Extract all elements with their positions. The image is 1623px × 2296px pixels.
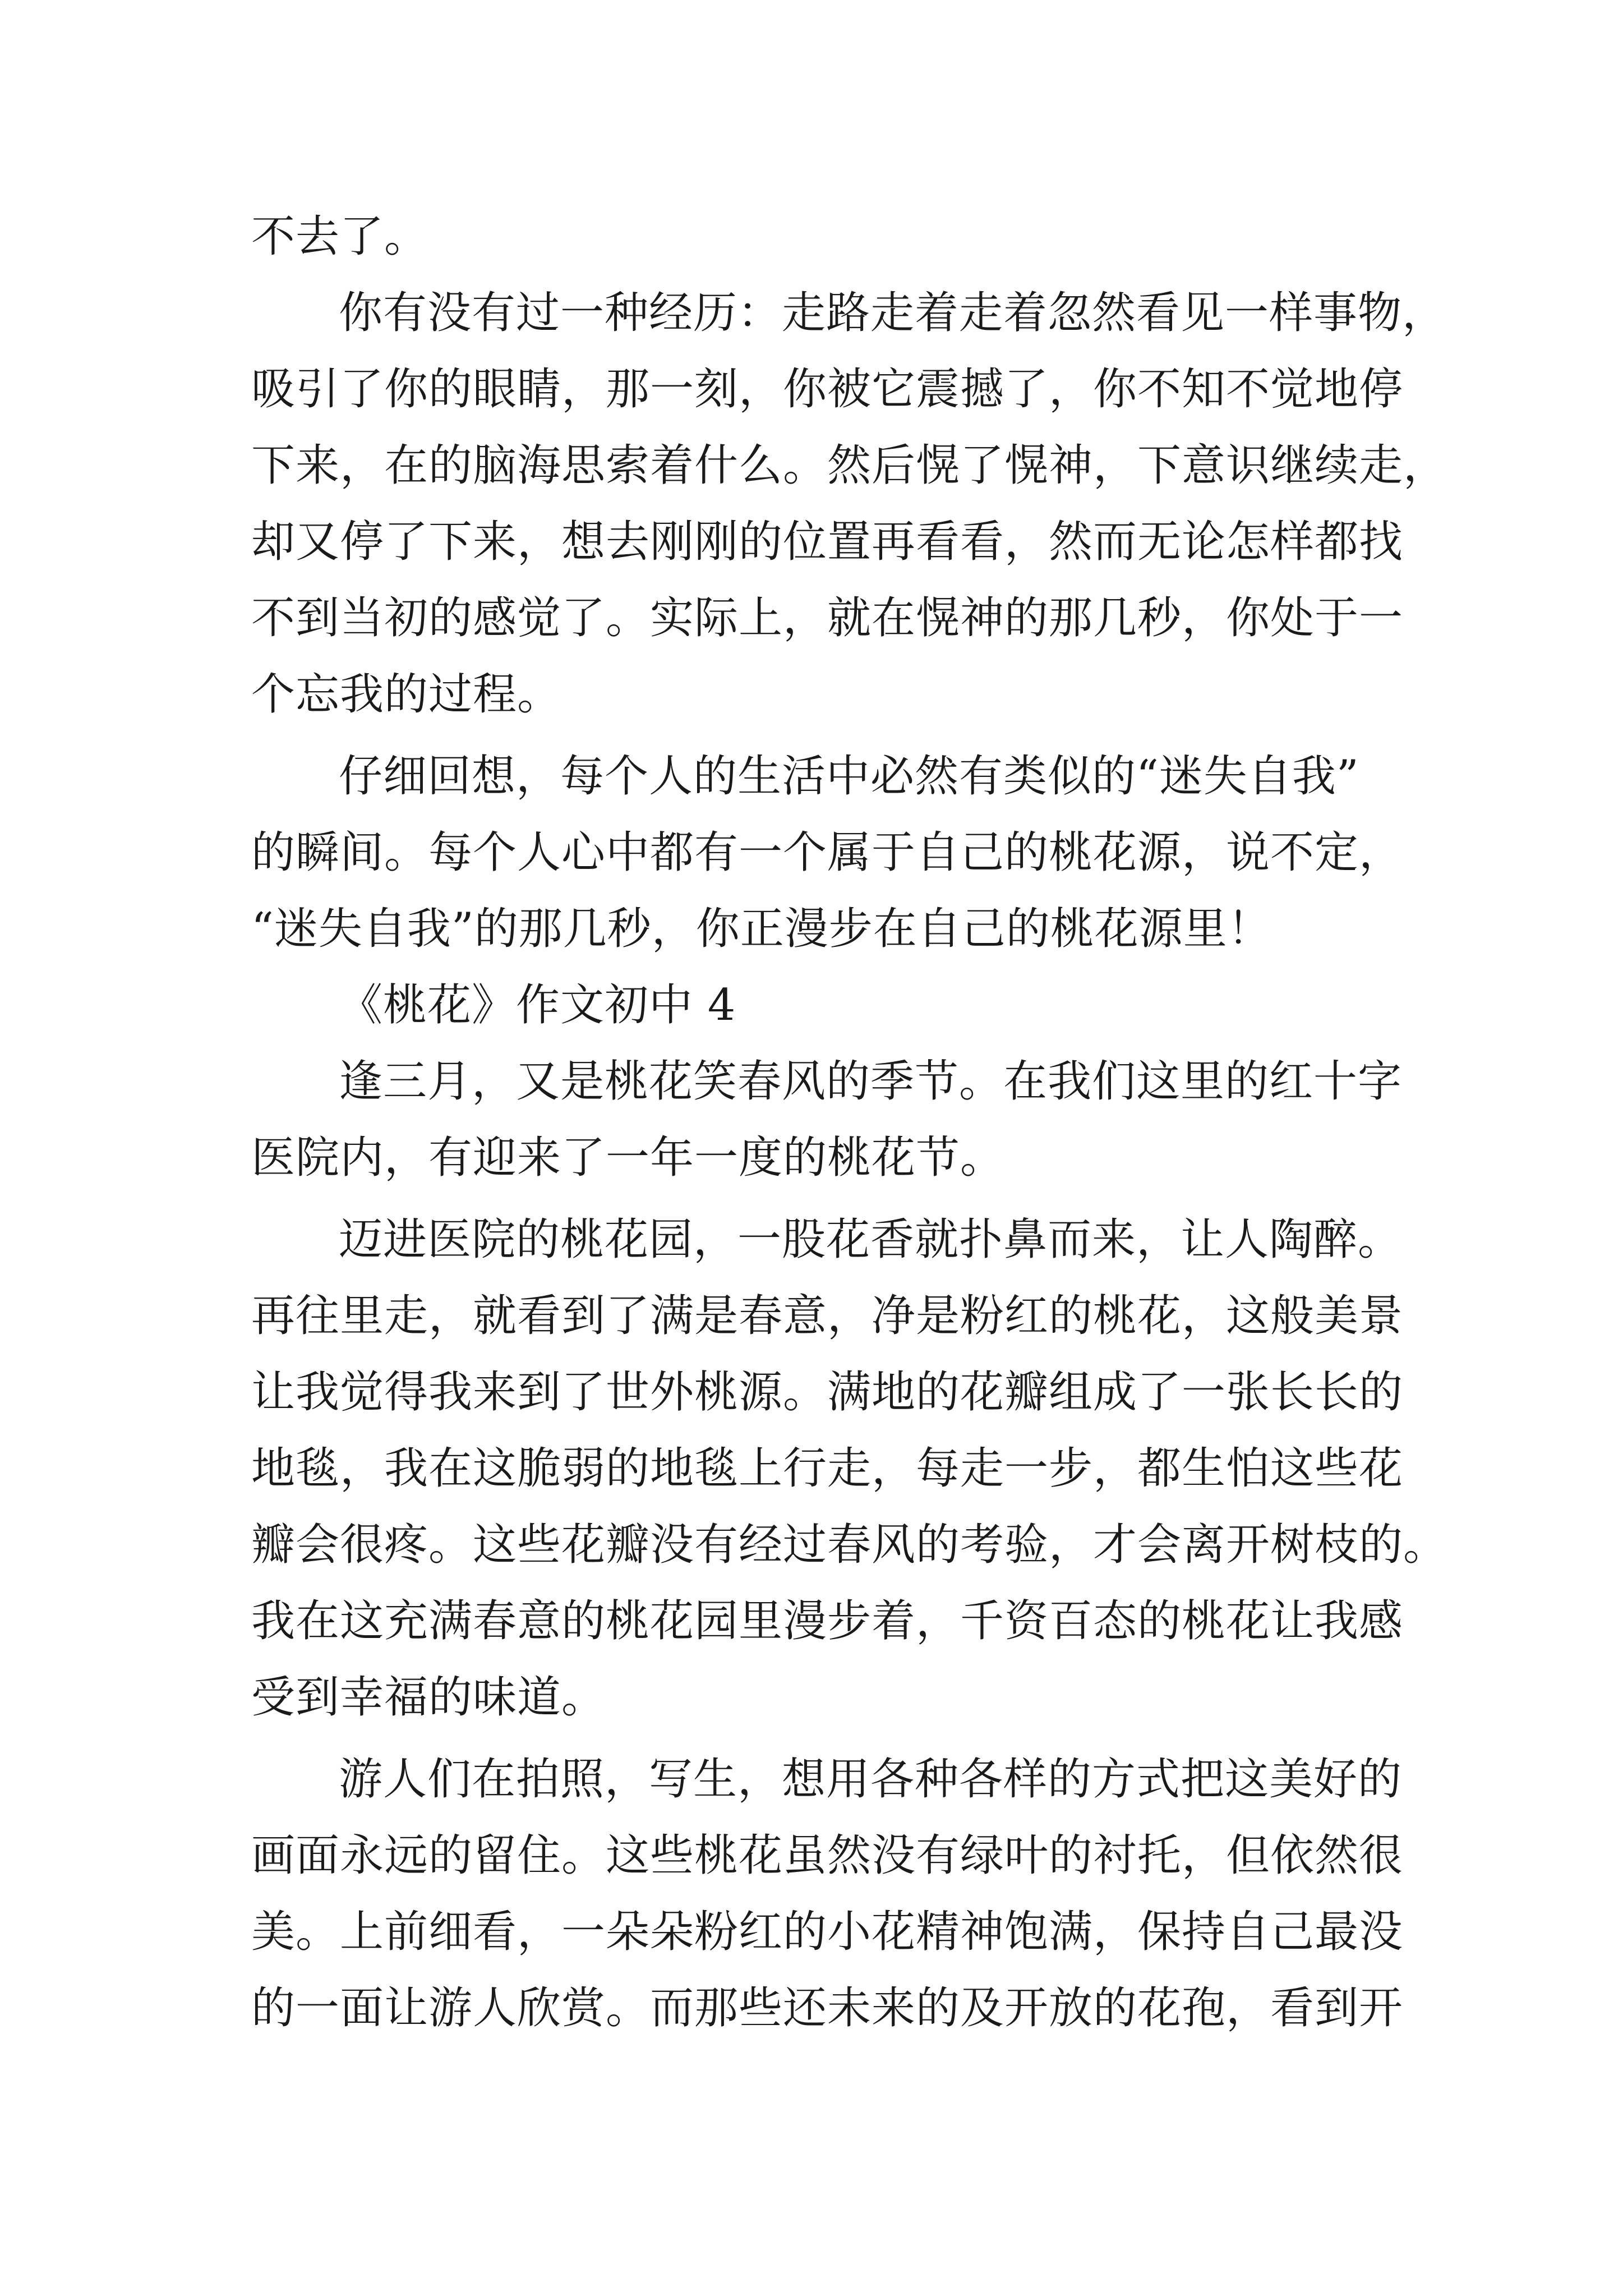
text-line: 美。上前细看，一朵朵粉红的小花精神饱满，保持自己最没 — [251, 1907, 1404, 1957]
text-line: 吸引了你的眼睛，那一刻，你被它震撼了，你不知不觉地停 — [251, 364, 1404, 415]
text-line: “迷失自我”的那几秒，你正漫步在自己的桃花源里！ — [251, 904, 1272, 954]
text-line: 却又停了下来，想去刚刚的位置再看看，然而无论怎样都找 — [251, 517, 1404, 567]
paragraph-start-line: 迈进医院的桃花园，一股花香就扑鼻而来，让人陶醉。 — [339, 1214, 1403, 1265]
text-line: 的一面让游人欣赏。而那些还未来的及开放的花孢，看到开 — [251, 1983, 1404, 2033]
paragraph-start-line: 逢三月，又是桃花笑春风的季节。在我们这里的红十字 — [339, 1056, 1403, 1107]
text-line: 受到幸福的味道。 — [251, 1672, 606, 1723]
text-line: 画面永远的留住。这些桃花虽然没有绿叶的衬托，但依然很 — [251, 1830, 1404, 1881]
text-line: 地毯，我在这脆弱的地毯上行走，每走一步，都生怕这些花 — [251, 1443, 1404, 1494]
paragraph-start-line: 你有没有过一种经历：走路走着走着忽然看见一样事物， — [339, 288, 1447, 338]
text-line: 不到当初的感觉了。实际上，就在愰神的那几秒，你处于一 — [251, 593, 1404, 643]
text-line: 我在这充满春意的桃花园里漫步着，千资百态的桃花让我感 — [251, 1596, 1404, 1646]
text-line: 个忘我的过程。 — [251, 669, 562, 720]
section-heading: 《桃花》作文初中 4 — [339, 980, 736, 1030]
text-line: 的瞬间。每个人心中都有一个属于自己的桃花源，说不定， — [251, 827, 1404, 878]
text-line: 再往里走，就看到了满是春意，净是粉红的桃花，这般美景 — [251, 1291, 1404, 1341]
text-line: 下来，在的脑海思索着什么。然后愰了愰神，下意识继续走， — [251, 440, 1448, 491]
paragraph-start-line: 仔细回想，每个人的生活中必然有类似的“迷失自我” — [339, 751, 1359, 802]
paragraph-start-line: 游人们在拍照，写生，想用各种各样的方式把这美好的 — [339, 1754, 1403, 1805]
text-line: 让我觉得我来到了世外桃源。满地的花瓣组成了一张长长的 — [251, 1367, 1404, 1418]
text-line: 不去了。 — [251, 211, 429, 262]
text-line: 医院内，有迎来了一年一度的桃花节。 — [251, 1133, 1005, 1183]
text-line: 瓣会很疼。这些花瓣没有经过春风的考验，才会离开树枝的。 — [251, 1520, 1448, 1570]
